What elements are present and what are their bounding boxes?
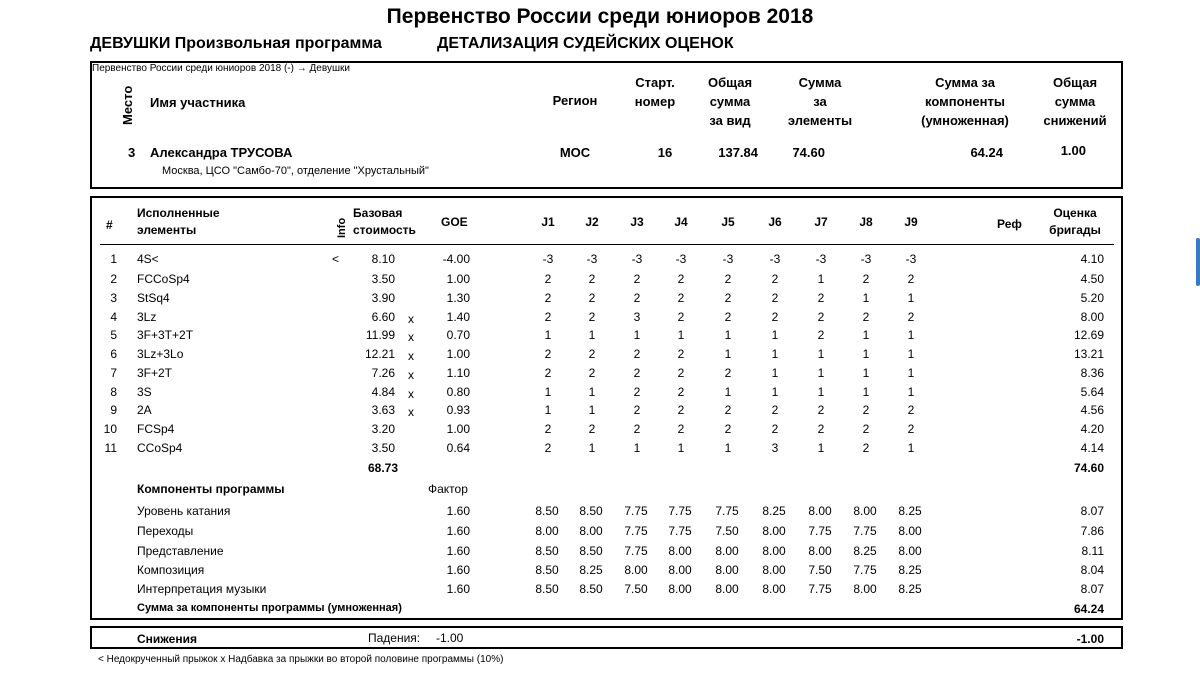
element-score: 4.56 [1080,403,1104,417]
element-code: 2A [137,403,152,417]
element-base: 8.10 [371,252,395,266]
component-judge-mark: 8.00 [898,524,922,538]
component-judge-mark: 7.75 [808,524,832,538]
judge-header-3: J3 [630,215,644,229]
h-num: # [106,218,113,232]
judge-mark: 2 [724,272,732,286]
components-sum-label: Сумма за компоненты программы (умноженная) [137,602,402,614]
component-judge-mark: 7.75 [624,524,648,538]
header-divider [100,244,1114,245]
judge-mark: 2 [677,403,685,417]
component-judge-mark: 8.00 [853,504,877,518]
breadcrumb: Первенство России среди юниоров 2018 (-) → Девушки [92,63,350,74]
judge-mark: 1 [862,385,870,399]
element-score: 4.20 [1080,422,1104,436]
element-code: FCSp4 [137,422,175,436]
element-num: 2 [110,272,117,286]
element-code: StSq4 [137,291,170,305]
components-sum-value: 64.24 [1073,602,1104,616]
element-goe: 0.64 [446,441,470,455]
deductions-label: Снижения [137,632,197,646]
skater-club: Москва, ЦСО "Самбо-70", отделение "Хрустальный" [162,165,429,177]
judge-mark: 2 [771,310,779,324]
judge-mark: 2 [724,422,732,436]
component-judge-mark: 8.25 [898,563,922,577]
component-score: 8.11 [1081,544,1104,558]
judge-header-8: J8 [859,215,873,229]
judge-mark: 2 [817,310,825,324]
component-judge-mark: 8.00 [668,582,692,596]
component-judge-mark: 8.00 [762,544,786,558]
judge-mark: 1 [907,347,915,361]
component-judge-mark: 8.25 [898,504,922,518]
judge-mark: 1 [544,403,552,417]
judge-mark: 1 [588,385,596,399]
element-goe: 1.10 [446,366,470,380]
judge-mark: 2 [907,310,915,324]
element-score: 12.69 [1073,328,1104,342]
element-score: 13.21 [1073,347,1104,361]
judge-mark: 2 [633,291,641,305]
element-code: 3S [137,385,152,399]
element-goe: 1.00 [446,272,470,286]
component-judge-mark: 7.75 [668,524,692,538]
component-factor: 1.60 [446,524,470,538]
judge-mark: 2 [771,291,779,305]
judge-mark: 1 [817,385,825,399]
element-score: 5.20 [1080,291,1104,305]
element-goe: 0.93 [446,403,470,417]
judge-mark: 2 [771,272,779,286]
element-bonus: x [408,349,414,363]
element-score: 8.36 [1080,366,1104,380]
skater-total: 137.84 [718,145,758,160]
element-base: 3.50 [371,441,395,455]
component-score: 8.07 [1080,582,1104,596]
col-deductions-header: Общая сумма снижений [1043,75,1107,128]
element-base: 3.63 [371,403,395,417]
skater-deductions: 1.00 [1060,143,1086,158]
section-title: ДЕВУШКИ Произвольная программа [90,35,382,52]
judge-mark: 2 [862,422,870,436]
component-score: 8.07 [1080,504,1104,518]
element-num: 9 [110,403,117,417]
element-base: 12.21 [364,347,395,361]
element-base: 7.26 [371,366,395,380]
component-score: 8.04 [1080,563,1104,577]
judge-mark: 2 [862,310,870,324]
component-judge-mark: 7.50 [715,524,739,538]
judge-header-7: J7 [814,215,828,229]
judge-mark: 1 [588,403,596,417]
judge-mark: 2 [724,291,732,305]
element-bonus: x [408,330,414,344]
judge-mark: 1 [862,347,870,361]
component-judge-mark: 8.00 [624,563,648,577]
judge-mark: 2 [544,422,552,436]
component-judge-mark: 7.50 [624,582,648,596]
judge-mark: 2 [724,310,732,324]
element-base: 11.99 [365,328,395,342]
skater-name: Александра ТРУСОВА [150,145,293,160]
deductions-total: -1.00 [1076,632,1104,646]
component-judge-mark: 8.50 [579,582,603,596]
judge-mark: 2 [677,366,685,380]
component-judge-mark: 8.00 [715,582,739,596]
judge-mark: 1 [862,291,870,305]
element-code: 3F+2T [137,366,173,380]
judge-mark: 1 [862,328,870,342]
judge-mark: 1 [907,441,915,455]
judge-mark: 1 [771,385,779,399]
element-base: 3.20 [371,422,395,436]
component-judge-mark: 8.00 [715,544,739,558]
judge-mark: 1 [724,385,732,399]
component-judge-mark: 8.50 [579,544,603,558]
element-num: 1 [110,252,117,266]
h-panel: Оценка бригады [1049,206,1101,237]
skater-elements: 74.60 [792,145,825,160]
skater-start: 16 [657,145,673,160]
element-info: < [332,252,340,266]
component-judge-mark: 8.50 [535,563,559,577]
component-judge-mark: 8.00 [808,504,832,518]
judge-mark: 2 [862,272,870,286]
judge-mark: 2 [771,403,779,417]
col-total-header: Общая сумма за вид [707,75,753,128]
skater-region: МОС [559,145,591,160]
judge-mark: -3 [860,252,872,266]
col-components-header: Сумма за компоненты (умноженная) [921,75,1009,128]
component-judge-mark: 8.00 [668,544,692,558]
judge-mark: 2 [817,291,825,305]
judge-mark: 1 [771,328,779,342]
component-judge-mark: 7.75 [624,544,648,558]
judge-mark: 2 [588,347,596,361]
component-judge-mark: 8.25 [579,563,603,577]
element-code: CCoSp4 [137,441,183,455]
judge-mark: 2 [544,291,552,305]
component-score: 7.86 [1080,524,1104,538]
component-judge-mark: 7.50 [808,563,832,577]
judge-mark: 2 [677,385,685,399]
component-judge-mark: 8.00 [762,563,786,577]
judge-mark: 2 [633,366,641,380]
element-score: 8.00 [1080,310,1104,324]
element-num: 3 [110,291,117,305]
h-info: Info [336,217,348,238]
col-elements-header: Сумма за элементы [787,75,853,128]
judge-mark: 2 [633,385,641,399]
footnote: < Недокрученный прыжок x Надбавка за прыжки во второй половине программы (10%) [98,654,504,665]
judge-mark: 2 [907,422,915,436]
judge-mark: 2 [817,328,825,342]
judge-header-4: J4 [674,215,688,229]
component-judge-mark: 8.25 [762,504,786,518]
judge-mark: 1 [588,328,596,342]
component-factor: 1.60 [446,582,470,596]
element-goe: -4.00 [442,252,470,266]
element-num: 6 [110,347,117,361]
component-judge-mark: 8.00 [808,544,832,558]
element-score: 4.10 [1080,252,1104,266]
element-code: FCCoSp4 [137,272,190,286]
judge-mark: 2 [588,366,596,380]
element-bonus: x [408,405,414,419]
judge-mark: 1 [817,366,825,380]
element-score: 4.14 [1080,441,1104,455]
judge-mark: 2 [633,422,641,436]
judge-mark: 2 [588,291,596,305]
element-goe: 0.70 [446,328,470,342]
judge-mark: -3 [542,252,554,266]
judge-mark: 1 [907,366,915,380]
component-judge-mark: 8.00 [762,582,786,596]
component-judge-mark: 8.00 [853,582,877,596]
component-judge-mark: 8.50 [535,582,559,596]
element-num: 4 [110,310,117,324]
component-judge-mark: 7.75 [624,504,648,518]
component-judge-mark: 8.50 [535,544,559,558]
element-code: 3Lz [137,310,157,324]
element-goe: 1.30 [446,291,470,305]
component-judge-mark: 7.75 [715,504,739,518]
judge-mark: 2 [588,310,596,324]
scroll-indicator [1196,238,1200,286]
judge-mark: -3 [675,252,687,266]
judge-mark: 2 [862,403,870,417]
judge-mark: 2 [544,441,552,455]
component-judge-mark: 8.25 [898,582,922,596]
component-judge-mark: 7.75 [853,524,877,538]
skater-components: 64.24 [970,145,1003,160]
judge-mark: 1 [862,366,870,380]
judge-mark: 2 [724,403,732,417]
judge-mark: 1 [817,272,825,286]
component-judge-mark: 7.75 [808,582,832,596]
col-place-header: Место [120,85,135,125]
judge-mark: 2 [677,347,685,361]
judge-mark: 1 [677,328,685,342]
judge-mark: 3 [633,310,641,324]
judge-mark: 1 [677,441,685,455]
component-judge-mark: 7.75 [668,504,692,518]
element-num: 10 [103,422,117,436]
judge-header-6: J6 [768,215,782,229]
component-name: Переходы [137,524,194,538]
judge-mark: 1 [907,385,915,399]
component-factor: 1.60 [446,563,470,577]
element-code: 4S< [137,252,159,266]
component-judge-mark: 8.00 [668,563,692,577]
judge-mark: 2 [677,272,685,286]
judge-mark: 1 [633,441,641,455]
skater-place: 3 [128,145,136,160]
component-judge-mark: 8.00 [715,563,739,577]
judge-mark: 2 [907,403,915,417]
component-factor: 1.60 [446,544,470,558]
judge-header-5: J5 [721,215,735,229]
component-factor: 1.60 [446,504,470,518]
component-name: Интерпретация музыки [137,582,267,596]
judge-mark: 1 [771,366,779,380]
h-ref: Реф [997,217,1022,231]
element-num: 7 [110,366,117,380]
element-goe: 0.80 [446,385,470,399]
judge-mark: 2 [633,403,641,417]
element-num: 8 [110,385,117,399]
element-num: 11 [104,441,117,455]
element-base: 4.84 [371,385,395,399]
component-name: Уровень катания [137,504,231,518]
judge-mark: 1 [588,441,596,455]
judge-header-1: J1 [541,215,555,229]
col-name-header: Имя участника [150,95,246,110]
element-goe: 1.40 [446,310,470,324]
judge-mark: 2 [817,403,825,417]
judge-mark: 1 [817,441,825,455]
element-bonus: x [408,387,414,401]
component-name: Представление [137,544,224,558]
judge-mark: 2 [633,347,641,361]
score-total: 74.60 [1073,461,1104,475]
component-name: Композиция [137,563,205,577]
component-judge-mark: 7.75 [853,563,877,577]
judge-mark: 2 [677,291,685,305]
element-bonus: x [408,368,414,382]
element-num: 5 [110,328,117,342]
judge-mark: 2 [677,310,685,324]
judge-mark: 1 [817,347,825,361]
element-code: 3F+3T+2T [137,328,194,342]
judge-mark: 2 [817,422,825,436]
component-judge-mark: 8.00 [898,544,922,558]
h-elements: Исполненные элементы [137,206,220,237]
element-goe: 1.00 [446,347,470,361]
judge-mark: -3 [815,252,827,266]
h-goe: GOE [441,215,468,229]
judge-mark: 2 [677,422,685,436]
judge-mark: 1 [544,328,552,342]
element-base: 6.60 [371,310,395,324]
judge-mark: 2 [771,422,779,436]
base-total: 68.73 [367,461,398,475]
components-title: Компоненты программы [137,482,285,496]
judge-mark: 2 [907,272,915,286]
judge-mark: 2 [544,366,552,380]
element-bonus: x [408,312,414,326]
judge-mark: 1 [907,328,915,342]
judge-mark: 2 [544,347,552,361]
element-goe: 1.00 [446,422,470,436]
judge-mark: 1 [724,328,732,342]
judge-mark: 2 [633,272,641,286]
judge-mark: -3 [722,252,734,266]
judge-mark: 1 [633,328,641,342]
component-judge-mark: 8.00 [579,524,603,538]
judge-mark: -3 [905,252,917,266]
deductions-box [90,626,1123,649]
judge-mark: 3 [771,441,779,455]
component-judge-mark: 8.50 [535,504,559,518]
judge-mark: -3 [769,252,781,266]
element-base: 3.90 [371,291,395,305]
element-score: 4.50 [1080,272,1104,286]
judge-mark: -3 [631,252,643,266]
falls-label: Падения: [368,631,421,645]
judge-mark: 2 [588,272,596,286]
judge-mark: 1 [907,291,915,305]
judge-mark: 2 [862,441,870,455]
judge-mark: 1 [724,347,732,361]
judge-header-2: J2 [585,215,599,229]
judge-mark: 2 [724,366,732,380]
judge-mark: -3 [586,252,598,266]
judge-mark: 1 [544,385,552,399]
judge-mark: 2 [588,422,596,436]
component-judge-mark: 8.50 [579,504,603,518]
col-region-header: Регион [552,93,598,108]
component-judge-mark: 8.00 [535,524,559,538]
element-score: 5.64 [1080,385,1104,399]
element-base: 3.50 [371,272,395,286]
judge-mark: 2 [544,310,552,324]
page-title: Первенство России среди юниоров 2018 [386,5,814,28]
judge-mark: 1 [724,441,732,455]
col-start-header: Старт. номер [634,75,676,109]
judge-header-9: J9 [904,215,918,229]
h-base: Базовая стоимость [353,206,416,237]
element-code: 3Lz+3Lo [137,347,184,361]
component-judge-mark: 8.00 [762,524,786,538]
judge-mark: 1 [771,347,779,361]
falls-value: -1.00 [436,631,464,645]
detail-title: ДЕТАЛИЗАЦИЯ СУДЕЙСКИХ ОЦЕНОК [437,35,734,52]
component-judge-mark: 8.25 [853,544,877,558]
judge-mark: 2 [544,272,552,286]
factor-label: Фактор [428,482,468,496]
